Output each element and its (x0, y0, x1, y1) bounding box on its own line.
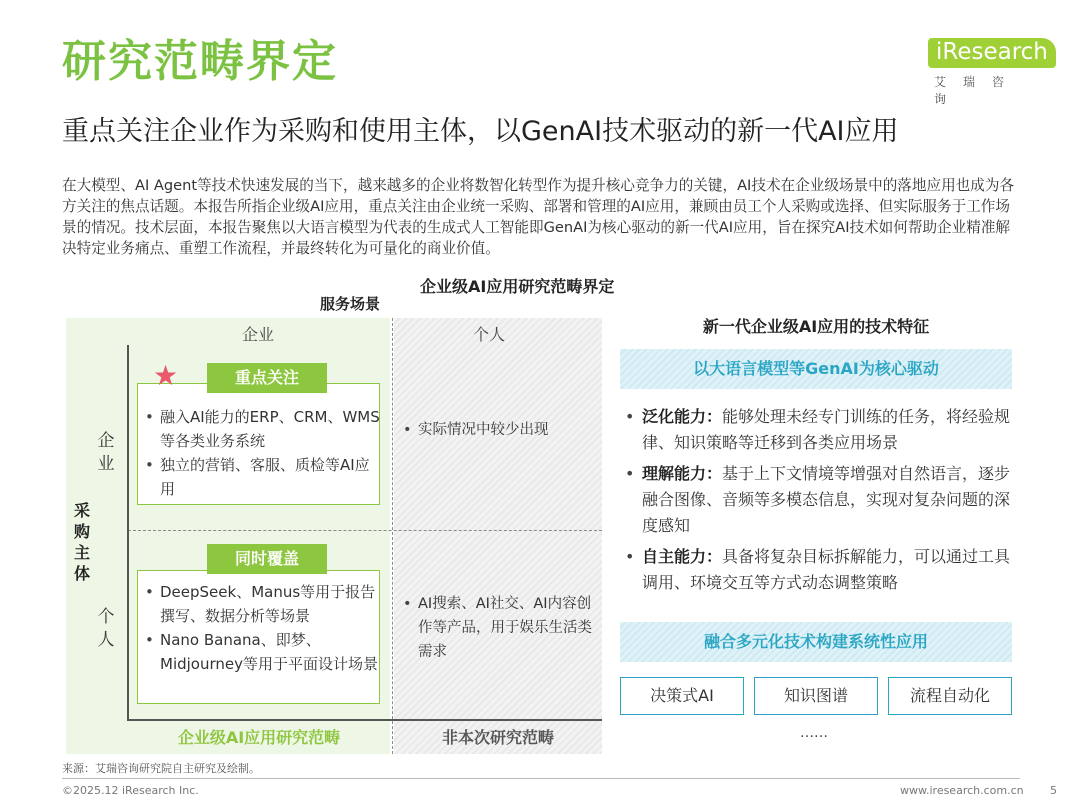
capability-name: 理解能力： (642, 464, 723, 483)
capability-name: 自主能力： (642, 547, 723, 566)
focus-tag: 重点关注 (207, 363, 327, 393)
capability-item (620, 404, 1020, 456)
out-of-scope-label: 非本次研究范畴 (441, 728, 554, 747)
capability-name: 泛化能力： (642, 407, 723, 426)
list-item: • DeepSeek、Manus等用于报告撰写、数据分析等场景 (140, 580, 380, 628)
focus-list (140, 405, 380, 501)
row-header-personal: 个人 (97, 607, 115, 650)
column-header-personal: 个人 (473, 325, 506, 344)
column-header-enterprise: 企业 (242, 325, 275, 344)
more-ellipsis: …… (800, 725, 828, 741)
capability-list (620, 404, 1020, 601)
y-axis-title: 采购主体 (73, 501, 90, 583)
list-item: • AI搜索、AI社交、AI内容创作等产品，用于娱乐生活类需求 (398, 592, 598, 664)
row-header-enterprise: 企业 (97, 431, 115, 474)
capability-desc: 具备将复杂目标拆解能力，可以通过工具调用、环境交互等方式动态调整策略 (642, 547, 1011, 592)
both-tag: 同时覆盖 (207, 544, 327, 574)
column-divider (392, 318, 393, 754)
source-note: 来源：艾瑞咨询研究院自主研究及绘制。 (62, 762, 260, 775)
personal-ai-list (398, 592, 598, 664)
logo-brand-text: iResearch (928, 38, 1056, 68)
website-link[interactable]: www.iresearch.com.cn (900, 784, 1024, 797)
fusion-banner: 融合多元化技术构建系统性应用 (620, 622, 1012, 662)
capability-item (620, 544, 1020, 596)
row-divider (128, 530, 602, 531)
page-number: 5 (1050, 784, 1057, 797)
list-item: • 实际情况中较少出现 (398, 418, 598, 442)
intro-paragraph: 在大模型、AI Agent等技术快速发展的当下，越来越多的企业将数智化转型作为提升核心竞争力的关键，AI技术在企业级场景中的落地应用也成为各方关注的焦点话题。本报告所指企业级AI应用，重点关注由企业统一采购、部署和管理的AI应用，兼顾由员工个人采购或选择、但实际服务于工作场景的情况。技术层面，本报告聚焦以大语言模型为代表的生成式人工智能即GenAI为核心驱动的新一代AI应用，旨在探究AI技术如何帮助企业精准解决特定业务痛点、重塑工作流程，并最终转化为可量化的商业价值。 (62, 177, 1015, 257)
list-item: • 独立的营销、客服、质检等AI应用 (140, 453, 380, 501)
out-of-scope-area (394, 318, 602, 754)
x-axis-line (127, 719, 602, 721)
star-icon: ★ (153, 359, 179, 392)
iresearch-logo (928, 38, 1048, 107)
footer-divider (62, 778, 1020, 779)
genai-banner: 以大语言模型等GenAI为核心驱动 (620, 349, 1012, 389)
tech-box-process-automation: 流程自动化 (888, 677, 1012, 715)
capability-desc: 基于上下文情境等增强对自然语言，逐步融合图像、音频等多模态信息，实现对复杂问题的深度感知 (642, 464, 1011, 535)
page-subtitle: 重点关注企业作为采购和使用主体，以GenAI技术驱动的新一代AI应用 (62, 116, 899, 147)
matrix-title: 企业级AI应用研究范畴界定 (420, 277, 615, 296)
tech-box-decision-ai: 决策式AI (620, 677, 744, 715)
capability-item (620, 461, 1020, 539)
in-scope-label: 企业级AI应用研究范畴 (177, 728, 341, 747)
y-axis-line (127, 345, 129, 720)
rare-list (398, 418, 598, 442)
x-axis-title: 服务场景 (320, 295, 381, 313)
list-item: • 融入AI能力的ERP、CRM、WMS等各类业务系统 (140, 405, 380, 453)
tech-box-knowledge-graph: 知识图谱 (754, 677, 878, 715)
both-list (140, 580, 380, 676)
list-item: • Nano Banana、即梦、Midjourney等用于平面设计场景 (140, 628, 380, 676)
features-title: 新一代企业级AI应用的技术特征 (702, 317, 930, 336)
logo-sub-text: 艾瑞咨询 (934, 75, 1022, 107)
capability-desc: 能够处理未经专门训练的任务，将经验规律、知识策略等迁移到各类应用场景 (642, 407, 1011, 452)
page-title: 研究范畴界定 (62, 36, 338, 87)
copyright: ©2025.12 iResearch Inc. (62, 784, 199, 797)
